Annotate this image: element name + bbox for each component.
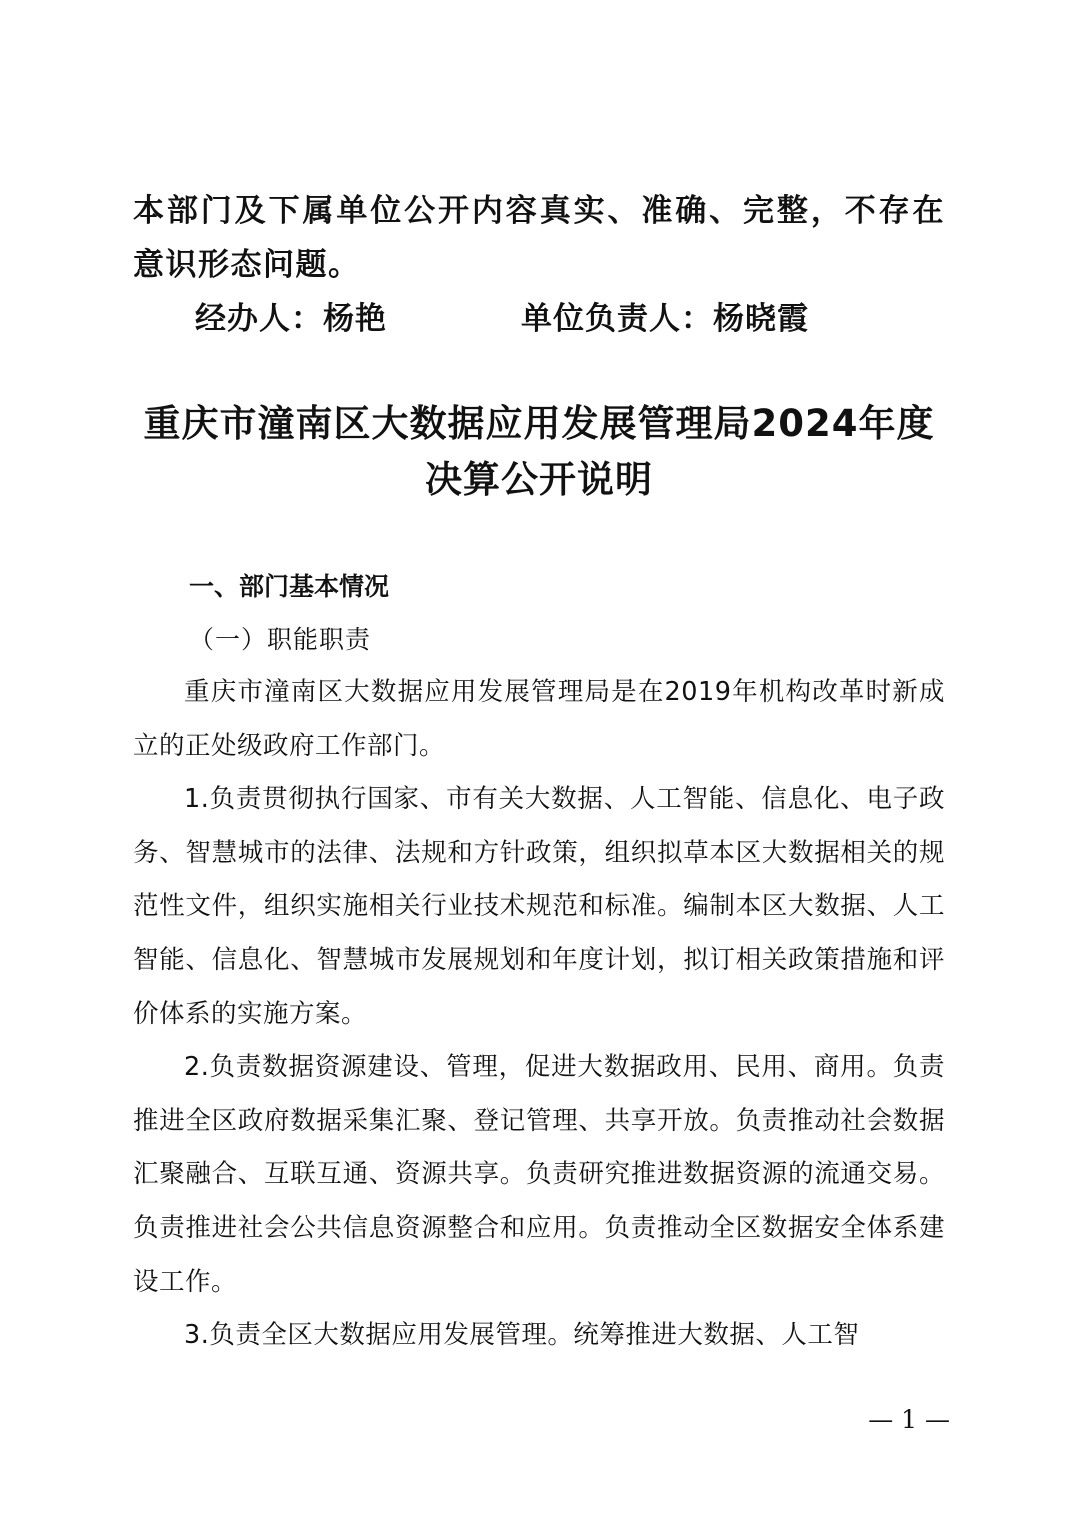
body-text <box>133 666 945 1363</box>
section-heading: 一、部门基本情况 <box>189 572 390 601</box>
disclosure-statement: 本部门及下属单位公开内容真实、准确、完整，不存在意识形态问题。 <box>133 193 945 283</box>
page-number: — 1 — <box>868 1405 950 1434</box>
paragraph-duty-1: 1.负责贯彻执行国家、市有关大数据、人工智能、信息化、电子政务、智慧城市的法律、法规和方针政策，组织拟草本区大数据相关的规范性文件，组织实施相关行业技术规范和标准。编制本区大数据、人工智能、信息化、智慧城市发展规划和年度计划，拟订相关政策措施和评价体系的实施方案。 <box>133 784 945 1029</box>
subsection-heading: （一）职能职责 <box>189 625 372 654</box>
responsible-signature: 单位负责人：杨晓霞 <box>521 301 809 337</box>
paragraph-intro: 重庆市潼南区大数据应用发展管理局是在2019年机构改革时新成立的正处级政府工作部门。 <box>133 677 945 761</box>
paragraph-duty-3: 3.负责全区大数据应用发展管理。统筹推进大数据、人工智 <box>184 1320 860 1351</box>
paragraph-duty-2: 2.负责数据资源建设、管理，促进大数据政用、民用、商用。负责推进全区政府数据采集汇聚、登记管理、共享开放。负责推动社会数据汇聚融合、互联互通、资源共享。负责研究推进数据资源的流通交易。负责推进社会公共信息资源整合和应用。负责推动全区数据安全体系建设工作。 <box>133 1052 945 1297</box>
document-title: 重庆市潼南区大数据应用发展管理局2024年度决算公开说明 <box>143 402 935 501</box>
handler-signature: 经办人：杨艳 <box>195 301 387 337</box>
